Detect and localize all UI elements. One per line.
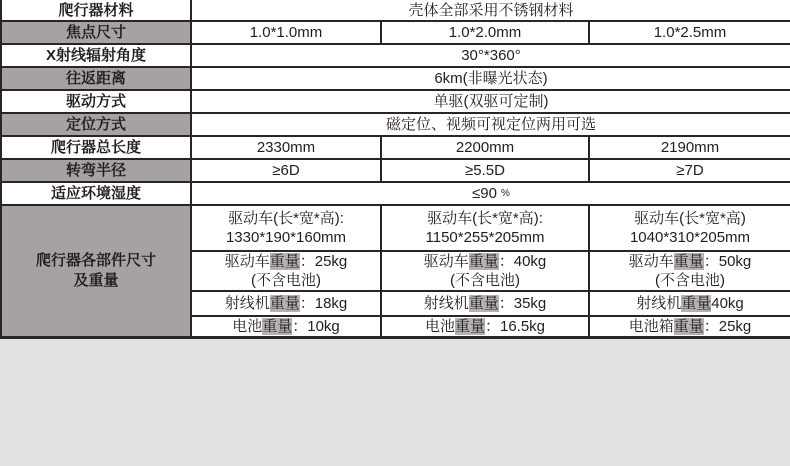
weight-line-2 <box>382 252 588 271</box>
size-title-3: 驱动车(长*宽*高) <box>634 210 746 227</box>
value-total-length-2: 2200mm <box>381 136 589 159</box>
humidity-value: ≤90 <box>472 185 497 202</box>
parts-label-line2: 及重量 <box>73 272 119 289</box>
weight-post: ：40kg <box>498 253 547 270</box>
battery-post: ：10kg <box>292 318 340 335</box>
label-focus-size: 焦点尺寸 <box>1 21 191 44</box>
label-humidity: 适应环境湿度 <box>1 182 191 205</box>
row-total-length <box>1 136 790 159</box>
battery-highlight: 重量 <box>454 318 485 335</box>
value-humidity <box>191 182 790 205</box>
value-battery-weight-3 <box>589 316 790 338</box>
value-focus-size-2: 1.0*2.0mm <box>381 21 589 44</box>
parts-label-line1: 爬行器各部件尺寸 <box>35 252 156 269</box>
xray-pre: 射线机 <box>636 295 682 312</box>
row-focus-size <box>1 21 790 44</box>
value-focus-size-1: 1.0*1.0mm <box>191 21 381 44</box>
weight-post: ：50kg <box>703 253 752 270</box>
xray-highlight: 重量 <box>681 295 712 312</box>
value-drive-car-size-2 <box>381 205 589 251</box>
label-material: 爬行器材料 <box>1 0 191 21</box>
weight-note-2: (不含电池) <box>450 272 520 289</box>
value-turning-radius-1: ≥6D <box>191 159 381 182</box>
size-value-1: 1330*190*160mm <box>225 229 347 246</box>
value-xray-weight-1 <box>191 291 381 316</box>
xray-post: 40kg <box>711 295 744 312</box>
battery-highlight: 重量 <box>673 318 704 335</box>
label-turning-radius: 转弯半径 <box>1 159 191 182</box>
size-value-2: 1150*255*205mm <box>425 229 545 246</box>
weight-highlight: 重量 <box>468 253 499 270</box>
weight-highlight: 重量 <box>269 253 300 270</box>
percent-sign: % <box>501 188 510 199</box>
label-positioning-mode: 定位方式 <box>1 113 191 136</box>
value-turning-radius-2: ≥5.5D <box>381 159 589 182</box>
label-drive-mode: 驱动方式 <box>1 90 191 113</box>
value-focus-size-3: 1.0*2.5mm <box>589 21 790 44</box>
weight-post: ：25kg <box>299 253 348 270</box>
weight-highlight: 重量 <box>673 253 704 270</box>
value-drive-car-weight-2 <box>381 251 589 291</box>
battery-pre: 电池箱 <box>628 318 674 335</box>
row-humidity <box>1 182 790 205</box>
weight-note-3: (不含电池) <box>655 272 725 289</box>
value-positioning-mode: 磁定位、视频可视定位两用可选 <box>191 113 790 136</box>
value-battery-weight-1 <box>191 316 381 338</box>
value-battery-weight-2 <box>381 316 589 338</box>
weight-pre: 驱动车 <box>628 253 674 270</box>
value-turning-radius-3: ≥7D <box>589 159 790 182</box>
weight-pre: 驱动车 <box>423 253 469 270</box>
row-material <box>1 0 790 21</box>
value-material: 壳体全部采用不锈钢材料 <box>191 0 790 21</box>
xray-pre: 射线机 <box>224 295 270 312</box>
label-parts-section <box>1 205 191 338</box>
row-travel-distance <box>1 67 790 90</box>
battery-post: ：16.5kg <box>484 318 546 335</box>
xray-pre: 射线机 <box>423 295 469 312</box>
row-parts-size <box>1 205 790 251</box>
row-positioning-mode <box>1 113 790 136</box>
value-travel-distance: 6km(非曝光状态) <box>191 67 790 90</box>
value-drive-car-size-1 <box>191 205 381 251</box>
xray-post: ：18kg <box>299 295 348 312</box>
value-xray-weight-2 <box>381 291 589 316</box>
page-bottom-blank <box>0 339 790 464</box>
battery-post: ：25kg <box>703 318 752 335</box>
xray-post: ：35kg <box>498 295 547 312</box>
battery-highlight: 重量 <box>262 318 293 335</box>
row-turning-radius <box>1 159 790 182</box>
row-drive-mode <box>1 90 790 113</box>
battery-pre: 电池 <box>232 318 263 335</box>
value-xray-weight-3 <box>589 291 790 316</box>
row-radiation-angle <box>1 44 790 67</box>
value-total-length-3: 2190mm <box>589 136 790 159</box>
size-title-1: 驱动车(长*宽*高): <box>228 210 344 227</box>
value-radiation-angle: 30°*360° <box>191 44 790 67</box>
weight-note-1: (不含电池) <box>251 272 321 289</box>
weight-pre: 驱动车 <box>224 253 270 270</box>
label-total-length: 爬行器总长度 <box>1 136 191 159</box>
value-drive-mode: 单驱(双驱可定制) <box>191 90 790 113</box>
size-title-2: 驱动车(长*宽*高): <box>427 210 543 227</box>
value-drive-car-weight-3 <box>589 251 790 291</box>
xray-highlight: 重量 <box>468 295 499 312</box>
weight-line-3 <box>590 252 790 271</box>
value-total-length-1: 2330mm <box>191 136 381 159</box>
label-radiation-angle: X射线辐射角度 <box>1 44 191 67</box>
value-drive-car-size-3 <box>589 205 790 251</box>
size-value-3: 1040*310*205mm <box>629 229 751 246</box>
value-drive-car-weight-1 <box>191 251 381 291</box>
weight-line-1 <box>192 252 380 271</box>
battery-pre: 电池 <box>424 318 455 335</box>
xray-highlight: 重量 <box>269 295 300 312</box>
label-travel-distance: 往返距离 <box>1 67 191 90</box>
